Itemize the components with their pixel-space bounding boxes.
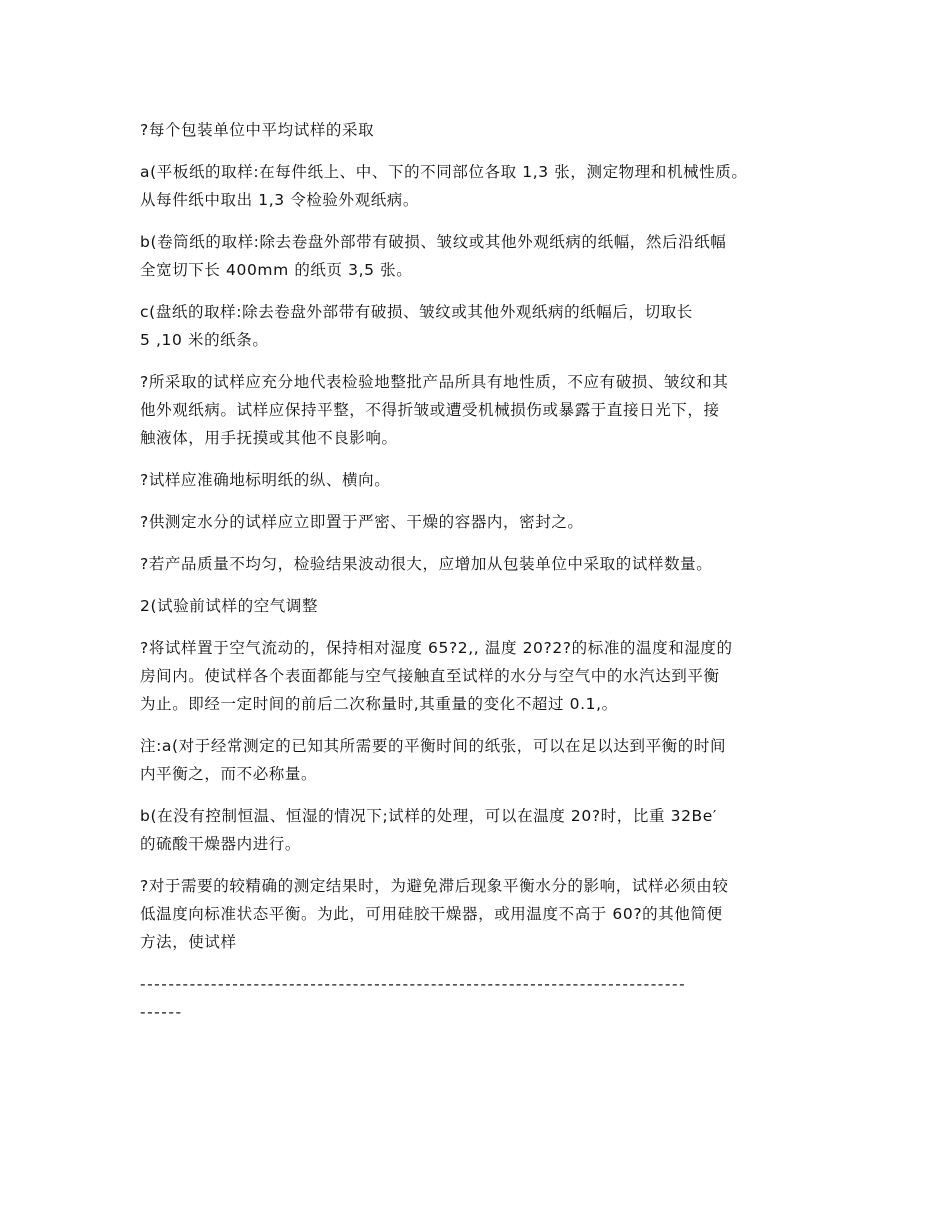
text-line: 的硫酸干燥器内进行。 xyxy=(140,835,302,853)
text-line: 2(试验前试样的空气调整 xyxy=(140,597,319,615)
paragraph xyxy=(140,802,812,858)
text-line: 5 ,10 米的纸条。 xyxy=(140,331,269,349)
paragraph xyxy=(140,158,812,214)
text-line: b(卷筒纸的取样:除去卷盘外部带有破损、皱纹或其他外观纸病的纸幅，然后沿纸幅 xyxy=(140,233,727,251)
paragraph xyxy=(140,466,812,494)
document-page xyxy=(140,116,812,1026)
paragraph xyxy=(140,508,812,536)
text-line: 他外观纸病。试样应保持平整，不得折皱或遭受机械损伤或暴露于直接日光下，接 xyxy=(140,401,720,419)
paragraph xyxy=(140,592,812,620)
dashed-separator xyxy=(140,970,812,1026)
paragraph xyxy=(140,298,812,354)
paragraph xyxy=(140,116,812,144)
text-line: ?若产品质量不均匀，检验结果波动很大，应增加从包装单位中采取的试样数量。 xyxy=(140,555,713,573)
text-line: ?试样应准确地标明纸的纵、横向。 xyxy=(140,471,391,489)
text-line: c(盘纸的取样:除去卷盘外部带有破损、皱纹或其他外观纸病的纸幅后，切取长 xyxy=(140,303,693,321)
text-line: ?将试样置于空气流动的，保持相对湿度 65?2,, 温度 20?2?的标准的温度和湿度的 xyxy=(140,639,733,657)
text-line: 方法，使试样 xyxy=(140,933,237,951)
text-line: ?对于需要的较精确的测定结果时，为避免滞后现象平衡水分的影响，试样必须由较 xyxy=(140,877,729,895)
text-line: a(平板纸的取样:在每件纸上、中、下的不同部位各取 1,3 张，测定物理和机械性质。 xyxy=(140,163,748,181)
text-line: ?每个包装单位中平均试样的采取 xyxy=(140,121,375,139)
text-line: ?供测定水分的试样应立即置于严密、干燥的容器内，密封之。 xyxy=(140,513,584,531)
text-line: 低温度向标准状态平衡。为此，可用硅胶干燥器，或用温度不高于 60?的其他简便 xyxy=(140,905,723,923)
text-line: b(在没有控制恒温、恒湿的情况下;试样的处理，可以在温度 20?时，比重 32Be′ xyxy=(140,807,718,825)
paragraph xyxy=(140,550,812,578)
paragraph xyxy=(140,228,812,284)
document-body xyxy=(140,116,812,956)
text-line: 注:a(对于经常测定的已知其所需要的平衡时间的纸张，可以在足以达到平衡的时间 xyxy=(140,737,727,755)
paragraph xyxy=(140,872,812,956)
text-line: 内平衡之，而不必称量。 xyxy=(140,765,318,783)
text-line: 为止。即经一定时间的前后二次称量时,其重量的变化不超过 0.1,。 xyxy=(140,695,618,713)
separator-line: ------ xyxy=(140,1003,183,1021)
text-line: 房间内。使试样各个表面都能与空气接触直至试样的水分与空气中的水汽达到平衡 xyxy=(140,667,720,685)
text-line: 全宽切下长 400mm 的纸页 3,5 张。 xyxy=(140,261,413,279)
text-line: 从每件纸中取出 1,3 令检验外观纸病。 xyxy=(140,191,420,209)
paragraph xyxy=(140,634,812,718)
text-line: 触液体，用手抚摸或其他不良影响。 xyxy=(140,429,398,447)
text-line: ?所采取的试样应充分地代表检验地整批产品所具有地性质，不应有破损、皱纹和其 xyxy=(140,373,729,391)
separator-line: ----------------------------------------------------------------------------- xyxy=(140,975,687,993)
paragraph xyxy=(140,732,812,788)
paragraph xyxy=(140,368,812,452)
